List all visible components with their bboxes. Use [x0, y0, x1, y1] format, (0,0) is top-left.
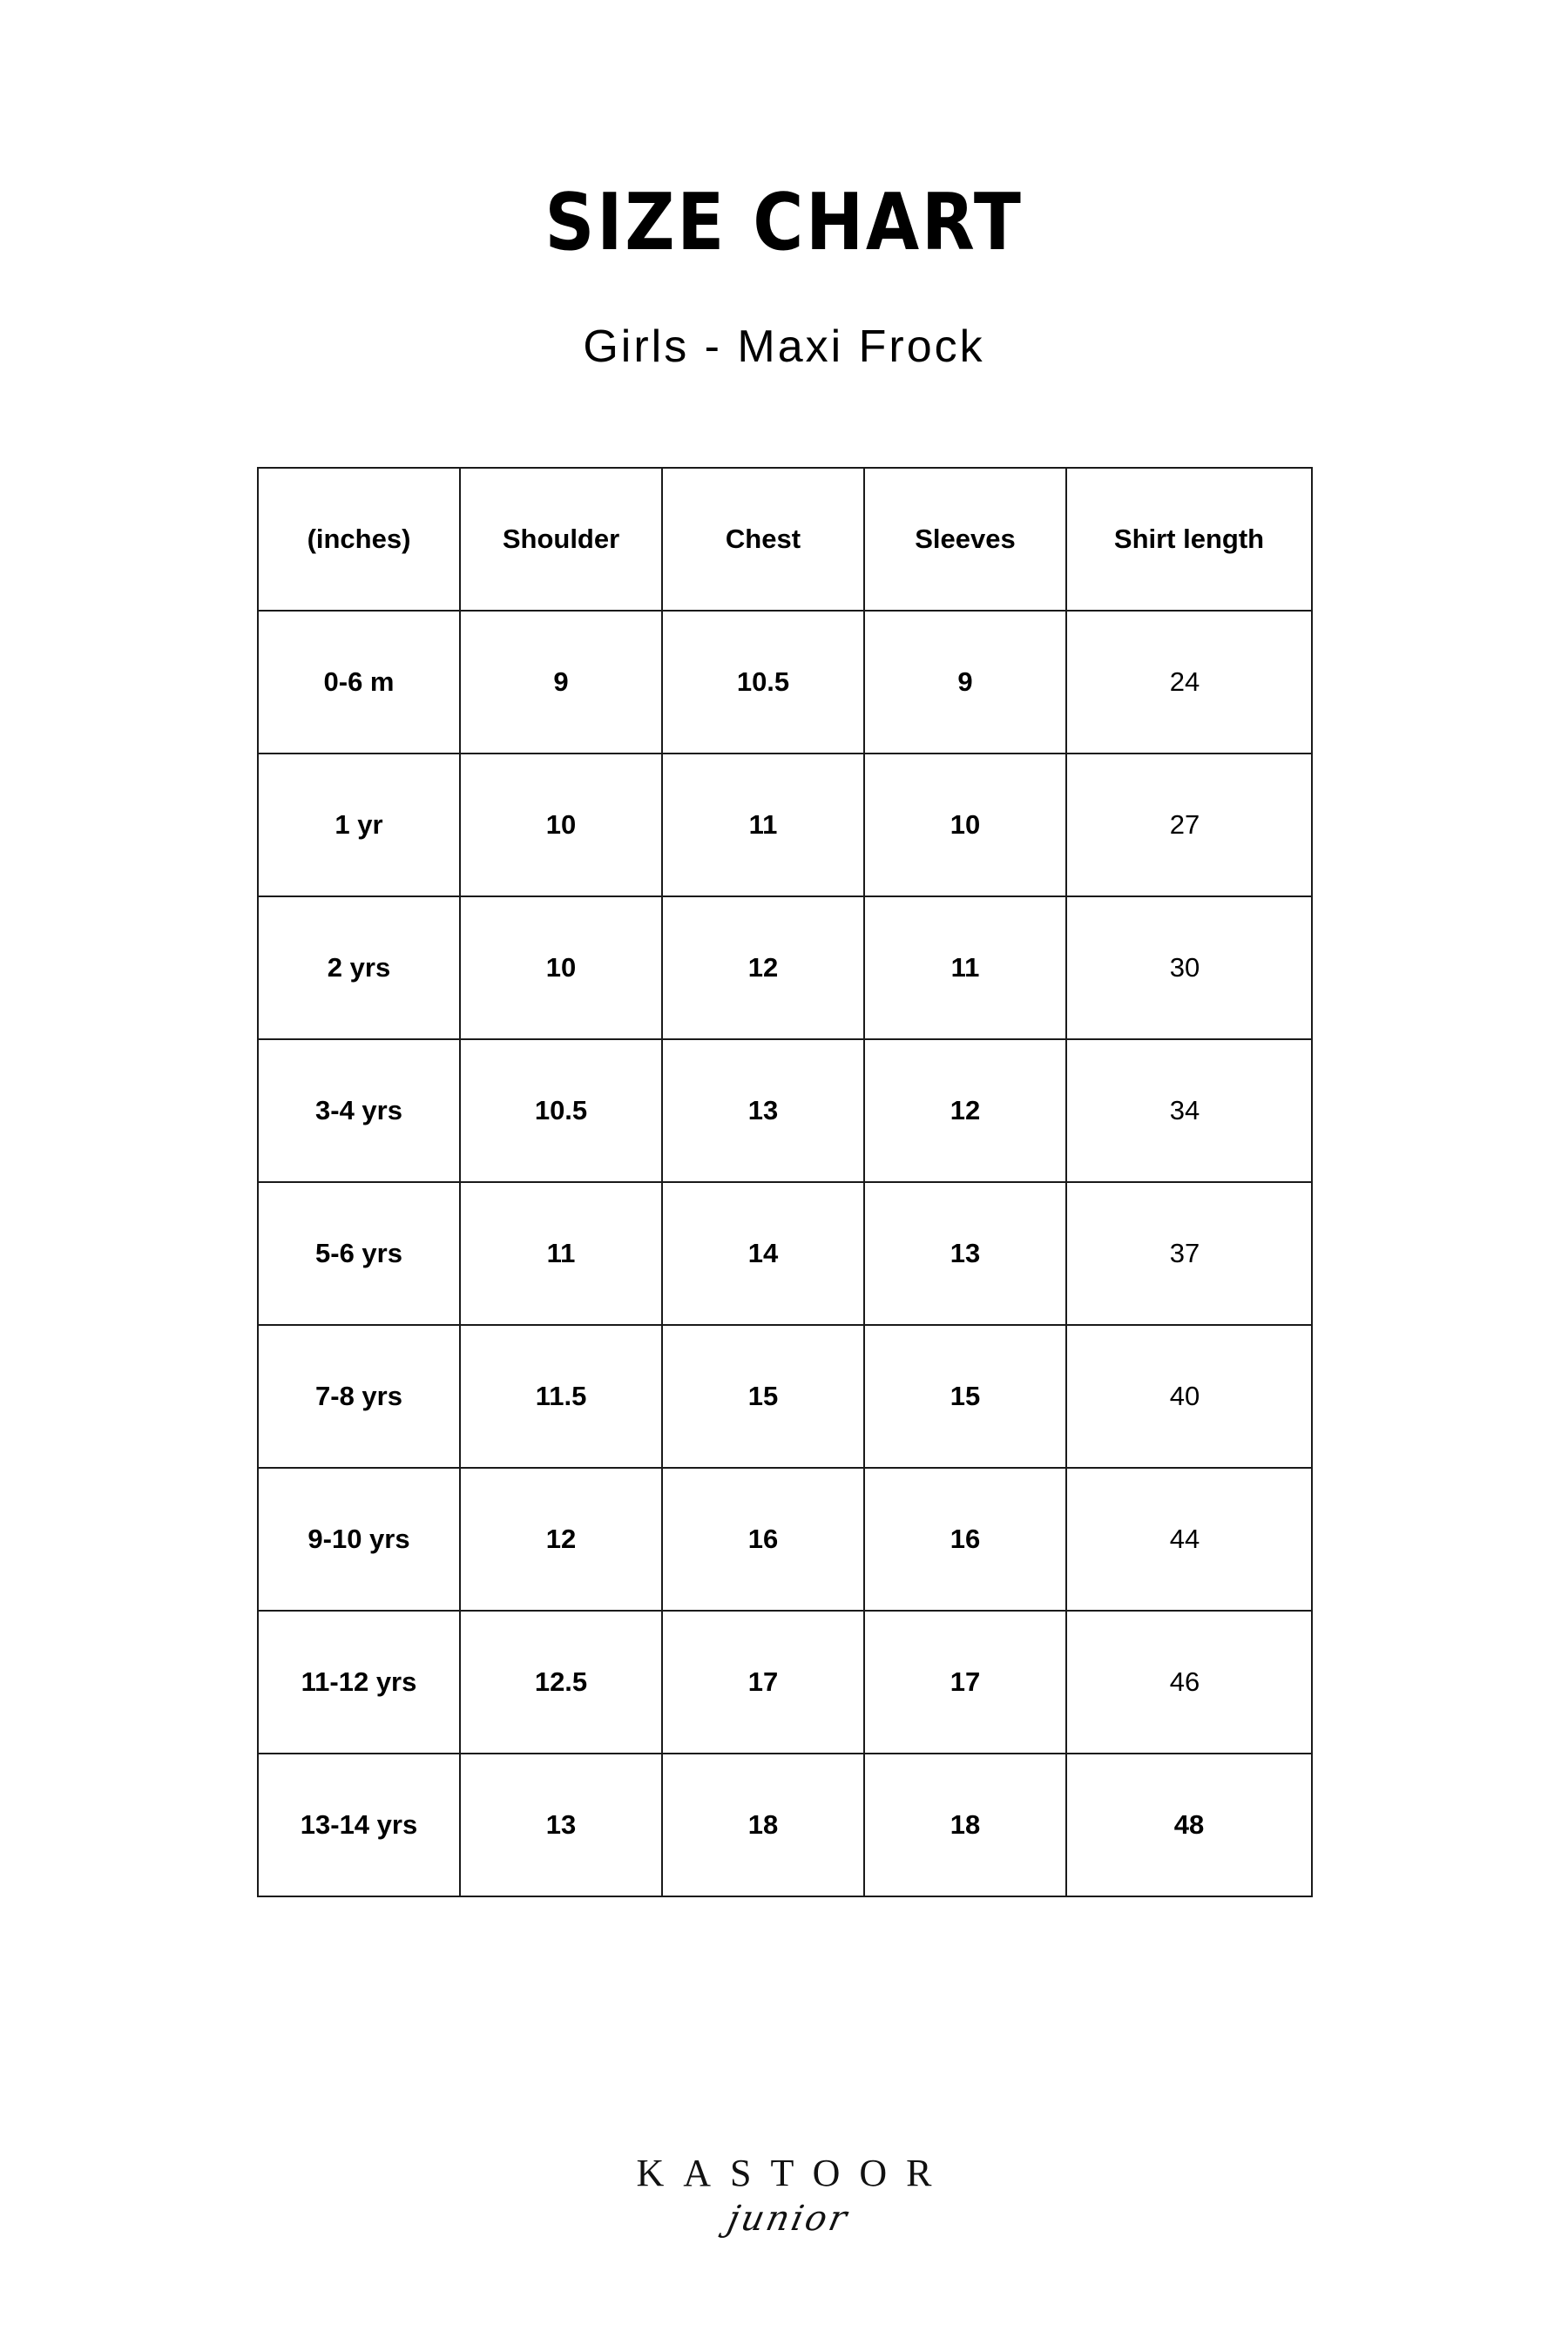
shoulder-cell: 10.5: [460, 1039, 662, 1182]
shirt-length-cell: 34: [1066, 1039, 1312, 1182]
table-row: [258, 1325, 1312, 1468]
size-cell: 5-6 yrs: [258, 1182, 460, 1325]
shirt-length-cell: 24: [1066, 611, 1312, 754]
chest-cell: 10.5: [662, 611, 864, 754]
table-row: [258, 1468, 1312, 1611]
chest-cell: 18: [662, 1754, 864, 1896]
sleeves-cell: 13: [864, 1182, 1066, 1325]
sleeves-cell: 10: [864, 754, 1066, 896]
size-chart-table: [257, 467, 1313, 1897]
shoulder-cell: 12: [460, 1468, 662, 1611]
table-row: [258, 896, 1312, 1039]
column-header-sleeves: Sleeves: [864, 468, 1066, 611]
shoulder-cell: 9: [460, 611, 662, 754]
sleeves-cell: 9: [864, 611, 1066, 754]
chest-cell: 14: [662, 1182, 864, 1325]
size-cell: 7-8 yrs: [258, 1325, 460, 1468]
shoulder-cell: 12.5: [460, 1611, 662, 1754]
table-row: [258, 1754, 1312, 1896]
shoulder-cell: 11.5: [460, 1325, 662, 1468]
page-title: SIZE CHART: [544, 177, 1024, 268]
size-cell: 0-6 m: [258, 611, 460, 754]
column-header-shoulder: Shoulder: [460, 468, 662, 611]
shirt-length-cell: 46: [1066, 1611, 1312, 1754]
shoulder-cell: 10: [460, 754, 662, 896]
brand-sub-script: junior: [724, 2199, 853, 2239]
table-row: [258, 611, 1312, 754]
table-header-row: [258, 468, 1312, 611]
column-header-unit: (inches): [258, 468, 460, 611]
shoulder-cell: 13: [460, 1754, 662, 1896]
chest-cell: 11: [662, 754, 864, 896]
size-cell: 11-12 yrs: [258, 1611, 460, 1754]
shoulder-cell: 10: [460, 896, 662, 1039]
sleeves-cell: 16: [864, 1468, 1066, 1611]
table-row: [258, 1039, 1312, 1182]
table-row: [258, 1182, 1312, 1325]
chest-cell: 16: [662, 1468, 864, 1611]
column-header-shirt-length: Shirt length: [1066, 468, 1312, 611]
size-cell: 1 yr: [258, 754, 460, 896]
chest-cell: 13: [662, 1039, 864, 1182]
sleeves-cell: 11: [864, 896, 1066, 1039]
column-header-chest: Chest: [662, 468, 864, 611]
shirt-length-cell: 44: [1066, 1468, 1312, 1611]
size-cell: 3-4 yrs: [258, 1039, 460, 1182]
shirt-length-cell: 48: [1066, 1754, 1312, 1896]
table-row: [258, 754, 1312, 896]
sleeves-cell: 18: [864, 1754, 1066, 1896]
chest-cell: 12: [662, 896, 864, 1039]
shirt-length-cell: 27: [1066, 754, 1312, 896]
size-cell: 13-14 yrs: [258, 1754, 460, 1896]
table-row: [258, 1611, 1312, 1754]
sleeves-cell: 15: [864, 1325, 1066, 1468]
shirt-length-cell: 37: [1066, 1182, 1312, 1325]
sleeves-cell: 17: [864, 1611, 1066, 1754]
chest-cell: 17: [662, 1611, 864, 1754]
sleeves-cell: 12: [864, 1039, 1066, 1182]
page-subtitle: Girls - Maxi Frock: [583, 321, 985, 372]
size-cell: 9-10 yrs: [258, 1468, 460, 1611]
brand-name: KASTOOR: [636, 2152, 951, 2194]
size-cell: 2 yrs: [258, 896, 460, 1039]
brand-logo: [0, 2152, 1568, 2239]
shirt-length-cell: 40: [1066, 1325, 1312, 1468]
shoulder-cell: 11: [460, 1182, 662, 1325]
chest-cell: 15: [662, 1325, 864, 1468]
shirt-length-cell: 30: [1066, 896, 1312, 1039]
